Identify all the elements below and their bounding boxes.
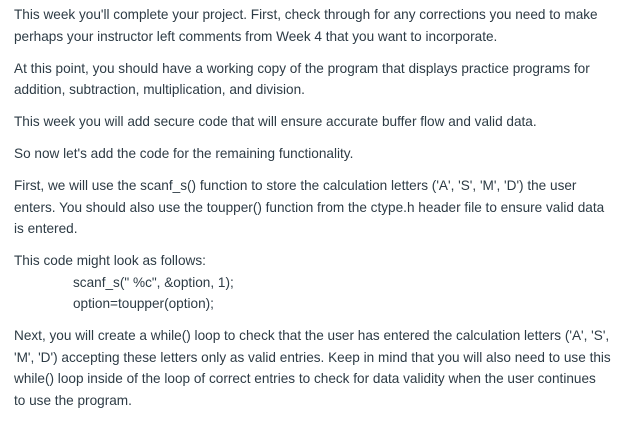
paragraph-while-loop bbox=[14, 325, 631, 411]
document-content bbox=[14, 4, 631, 421]
paragraph-secure-code bbox=[14, 111, 631, 133]
text-line: addition, subtraction, multiplication, and division. bbox=[14, 82, 305, 97]
paragraph-scanf bbox=[14, 175, 631, 240]
paragraph-working-copy bbox=[14, 58, 631, 101]
paragraph-remaining-functionality bbox=[14, 143, 631, 165]
text-line: This week you will add secure code that will ensure accurate buffer flow and valid data. bbox=[14, 114, 537, 129]
text-line: perhaps your instructor left comments from Week 4 that you want to incorporate. bbox=[14, 28, 498, 44]
text-line: enters. You should also use the toupper() function from the ctype.h header file to ensure valid data bbox=[14, 199, 605, 215]
code-intro: This code might look as follows: bbox=[14, 253, 206, 268]
text-line: So now let's add the code for the remaining functionality. bbox=[14, 146, 354, 161]
text-line: At this point, you should have a working copy of the program that displays practice programs for bbox=[14, 60, 590, 76]
text-line: 'M', 'D') accepting these letters only as valid entries. Keep in mind that you will also need to use this bbox=[14, 349, 611, 365]
text-line: Next, you will create a while() loop to check that the user has entered the calculation letters ('A', 'S', bbox=[14, 328, 610, 343]
code-line: scanf_s(" %c", &option, 1); bbox=[73, 274, 234, 290]
text-line: to use the program. bbox=[14, 392, 132, 408]
text-line: This week you'll complete your project. First, check through for any corrections you need to make bbox=[14, 7, 598, 22]
code-example bbox=[14, 250, 631, 315]
text-line: is entered. bbox=[14, 221, 78, 236]
text-line: First, we will use the scanf_s() function to store the calculation letters ('A', 'S', 'M', 'D') the user bbox=[14, 178, 577, 193]
text-line: while() loop inside of the loop of correct entries to check for data validity when the user continues bbox=[14, 371, 596, 386]
paragraph-intro bbox=[14, 4, 631, 47]
code-line: option=toupper(option); bbox=[73, 296, 214, 311]
